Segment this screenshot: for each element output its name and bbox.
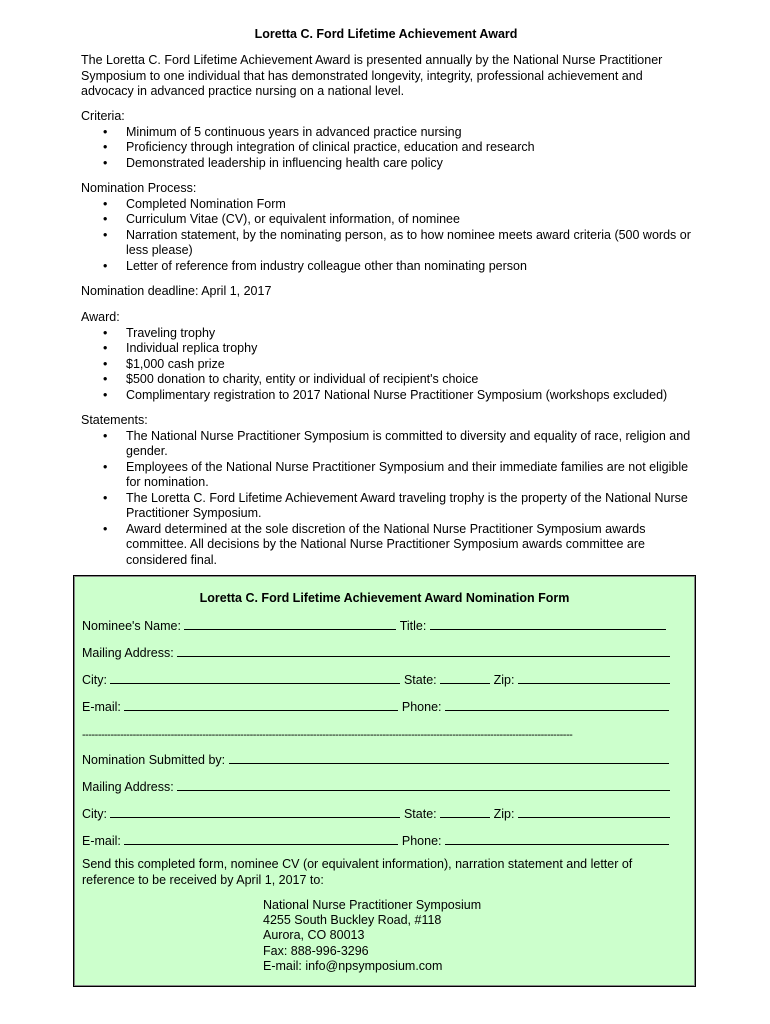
criteria-section [81, 109, 691, 171]
nominee-state-field[interactable] [440, 672, 490, 684]
submitter-phone-field[interactable] [445, 833, 669, 845]
list-item: • Award determined at the sole discretion of the National Nurse Practitioner Symposium awards committee. All decisions by the National Nurse Practitioner Symposium awards committee are considered final. [81, 522, 691, 569]
city-label: City: [82, 807, 107, 821]
statements-section [81, 413, 691, 568]
nominee-city-row [82, 672, 670, 689]
nominee-zip-field[interactable] [518, 672, 670, 684]
submitter-city-row [82, 806, 670, 823]
address-line: Aurora, CO 80013 [263, 928, 365, 943]
list-item: • Letter of reference from industry colleague other than nominating person [81, 259, 691, 275]
nominee-city-field[interactable] [110, 672, 400, 684]
nomination-process-list [81, 197, 691, 275]
submitter-mailing-row [82, 779, 670, 796]
list-item: • Minimum of 5 continuous years in advanced practice nursing [81, 125, 691, 141]
nominee-title-field[interactable] [430, 618, 666, 630]
award-heading: Award: [81, 310, 120, 324]
mailing-address-label: Mailing Address: [82, 646, 174, 660]
submitted-by-label: Nomination Submitted by: [82, 753, 226, 767]
submitter-email-field[interactable] [124, 833, 398, 845]
nominee-name-field[interactable] [184, 618, 396, 630]
address-line: Fax: 888-996-3296 [263, 943, 369, 958]
list-item: • The Loretta C. Ford Lifetime Achievement Award traveling trophy is the property of the National Nurse Practitioner Symposium. [81, 491, 691, 522]
title-label: Title: [399, 619, 427, 633]
list-item: • Curriculum Vitae (CV), or equivalent information, of nominee [81, 212, 691, 228]
list-item: • $1,000 cash prize [81, 357, 691, 373]
zip-label: Zip: [493, 673, 515, 687]
email-label: E-mail: [82, 700, 121, 714]
state-label: State: [403, 807, 437, 821]
list-item: • Completed Nomination Form [81, 197, 691, 213]
statements-list [81, 429, 691, 569]
list-item: • Narration statement, by the nominating person, as to how nominee meets award criteria (500 words or less please) [81, 228, 691, 259]
list-item: • $500 donation to charity, entity or individual of recipient's choice [81, 372, 691, 388]
zip-label: Zip: [493, 807, 515, 821]
nominee-mailing-address-field[interactable] [177, 645, 670, 657]
city-label: City: [82, 673, 107, 687]
award-section [81, 310, 691, 403]
criteria-list [81, 125, 691, 172]
address-line: 4255 South Buckley Road, #118 [263, 913, 442, 928]
submitter-mailing-address-field[interactable] [177, 779, 670, 791]
nominee-name-label: Nominee's Name: [82, 619, 181, 633]
address-line: E-mail: info@npsymposium.com [263, 958, 443, 973]
email-label: E-mail: [82, 834, 121, 848]
nomination-form [73, 575, 696, 987]
send-instructions: Send this completed form, nominee CV (or equivalent information), narration statement and letter of reference to be received by April 1, 2017 to: [82, 857, 633, 887]
list-item: • Proficiency through integration of clinical practice, education and research [81, 140, 691, 156]
phone-label: Phone: [401, 834, 442, 848]
address-line: National Nurse Practitioner Symposium [263, 898, 482, 912]
criteria-heading: Criteria: [81, 109, 125, 123]
nominee-name-row [82, 618, 666, 635]
state-label: State: [403, 673, 437, 687]
list-item: • Traveling trophy [81, 326, 691, 342]
submitter-zip-field[interactable] [518, 806, 670, 818]
form-title: Loretta C. Ford Lifetime Achievement Award Nomination Form [199, 591, 570, 605]
nomination-process-heading: Nomination Process: [81, 181, 197, 195]
page-title: Loretta C. Ford Lifetime Achievement Award [254, 27, 518, 41]
nominee-email-field[interactable] [124, 699, 398, 711]
mailing-address-label: Mailing Address: [82, 780, 174, 794]
submitter-city-field[interactable] [110, 806, 400, 818]
nomination-deadline: Nomination deadline: April 1, 2017 [81, 284, 272, 298]
nominee-mailing-row [82, 645, 670, 662]
statements-heading: Statements: [81, 413, 148, 427]
list-item: • Employees of the National Nurse Practitioner Symposium and their immediate families are not eligible for nomination. [81, 460, 691, 491]
submitter-state-field[interactable] [440, 806, 490, 818]
submitter-name-field[interactable] [229, 752, 669, 764]
phone-label: Phone: [401, 700, 442, 714]
submitter-contact-row [82, 833, 669, 850]
submitter-row [82, 752, 669, 769]
mailing-address-block [263, 898, 481, 974]
list-item: • Individual replica trophy [81, 341, 691, 357]
list-item: • Complimentary registration to 2017 National Nurse Practitioner Symposium (workshops excluded) [81, 388, 691, 404]
nomination-process-section [81, 181, 691, 274]
list-item: • The National Nurse Practitioner Symposium is committed to diversity and equality of race, religion and gender. [81, 429, 691, 460]
list-item: • Demonstrated leadership in influencing health care policy [81, 156, 691, 172]
nominee-phone-field[interactable] [445, 699, 669, 711]
form-separator: ----------------------------------------------------------------------------------------------------------------------------------------------------------- [82, 729, 573, 741]
nominee-contact-row [82, 699, 669, 716]
intro-paragraph: The Loretta C. Ford Lifetime Achievement Award is presented annually by the National Nurse Practitioner Symposium to one individual that has demonstrated longevity, integrity, professional achievement and advocacy in advanced practice nursing on a national level. [81, 53, 663, 98]
award-list [81, 326, 691, 404]
